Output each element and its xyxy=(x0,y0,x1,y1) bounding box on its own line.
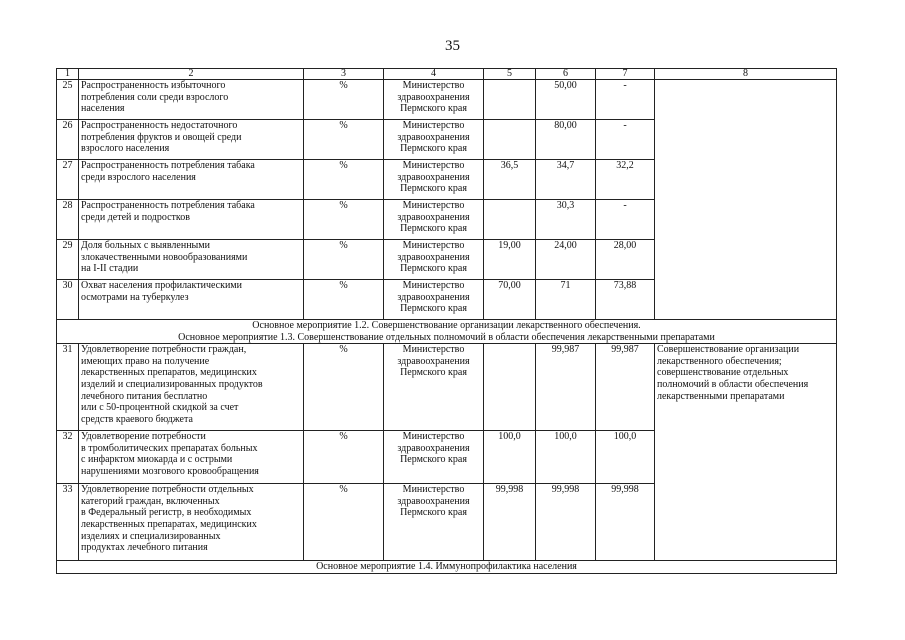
text-line: Удовлетворение потребности граждан, xyxy=(81,344,247,356)
value-col5: 19,00 xyxy=(484,240,536,280)
column-number: 8 xyxy=(655,69,837,80)
text-line: полномочий в области обеспечения xyxy=(657,378,809,390)
value-col5 xyxy=(484,344,536,431)
text-line: Пермского края xyxy=(400,223,467,235)
responsible-org xyxy=(384,431,484,484)
value-col5 xyxy=(484,80,536,120)
row-number: 28 xyxy=(57,200,79,240)
responsible-org xyxy=(384,160,484,200)
text-line: нарушениями мозгового кровообращения xyxy=(81,465,259,477)
text-line: Министерство xyxy=(402,344,465,356)
section-row xyxy=(57,320,837,344)
text-line: Министерство xyxy=(402,484,465,496)
section-row xyxy=(57,561,837,574)
text-line: Удовлетворение потребности отдельных xyxy=(81,484,254,496)
text-line: Пермского края xyxy=(400,183,467,195)
indicators-table xyxy=(56,68,837,574)
value-col7: 32,2 xyxy=(596,160,655,200)
text-line: Основное мероприятие 1.4. Иммунопрофилактика населения xyxy=(316,561,577,573)
text-line: лекарственными препаратами xyxy=(657,390,785,402)
text-line: Пермского края xyxy=(400,303,467,315)
text-line: лекарственных препаратах, медицинских xyxy=(81,518,257,530)
text-line: злокачественными новообразованиями xyxy=(81,251,248,263)
column-number-row xyxy=(57,69,837,80)
text-line: Пермского края xyxy=(400,507,467,519)
text-line: Основное мероприятие 1.3. Совершенствование отдельных полномочий в области обеспечения лекарственными препаратами xyxy=(178,331,715,343)
unit: % xyxy=(304,120,384,160)
value-col7: - xyxy=(596,80,655,120)
value-col6: 24,00 xyxy=(536,240,596,280)
responsible-org xyxy=(384,120,484,160)
indicator-name xyxy=(79,280,304,320)
text-line: здравоохранения xyxy=(397,251,470,263)
text-line: категорий граждан, включенных xyxy=(81,495,220,507)
note-cell xyxy=(655,344,837,561)
responsible-org xyxy=(384,344,484,431)
value-col6: 71 xyxy=(536,280,596,320)
text-line: здравоохранения xyxy=(397,171,470,183)
value-col6: 99,987 xyxy=(536,344,596,431)
text-line: населения xyxy=(81,103,125,115)
text-line: Министерство xyxy=(402,200,465,211)
section-heading xyxy=(57,561,837,574)
text-line: Распространенность потребления табака xyxy=(81,160,255,171)
text-line: Основное мероприятие 1.2. Совершенствование организации лекарственного обеспечения. xyxy=(252,320,641,331)
text-line: среди детей и подростков xyxy=(81,211,191,223)
value-col5: 36,5 xyxy=(484,160,536,200)
text-line: Министерство xyxy=(402,80,465,91)
indicator-name xyxy=(79,484,304,561)
text-line: Министерство xyxy=(402,160,465,171)
column-number: 7 xyxy=(596,69,655,80)
row-number: 25 xyxy=(57,80,79,120)
column-number: 6 xyxy=(536,69,596,80)
value-col6: 34,7 xyxy=(536,160,596,200)
responsible-org xyxy=(384,200,484,240)
text-line: изделиях и специализированных xyxy=(81,530,221,542)
text-line: Доля больных с выявленными xyxy=(81,240,210,251)
text-line: совершенствование отдельных xyxy=(657,367,789,379)
table-row xyxy=(57,80,837,120)
text-line: продуктах лечебного питания xyxy=(81,542,208,554)
text-line: в Федеральный регистр, в необходимых xyxy=(81,507,252,519)
column-number: 2 xyxy=(79,69,304,80)
unit: % xyxy=(304,484,384,561)
text-line: имеющих право на получение xyxy=(81,355,210,367)
responsible-org xyxy=(384,484,484,561)
unit: % xyxy=(304,160,384,200)
value-col5 xyxy=(484,200,536,240)
column-number: 5 xyxy=(484,69,536,80)
responsible-org xyxy=(384,80,484,120)
value-col6: 30,3 xyxy=(536,200,596,240)
text-line: Совершенствование организации xyxy=(657,344,800,356)
text-line: с инфарктом миокарда и с острыми xyxy=(81,454,233,466)
value-col7: - xyxy=(596,200,655,240)
text-line: Министерство xyxy=(402,280,465,291)
text-line: потребления фруктов и овощей среди xyxy=(81,131,242,143)
value-col5: 99,998 xyxy=(484,484,536,561)
unit: % xyxy=(304,240,384,280)
text-line: средств краевого бюджета xyxy=(81,413,193,425)
text-line: Пермского края xyxy=(400,367,467,379)
indicator-name xyxy=(79,431,304,484)
text-line: лекарственных препаратов, медицинских xyxy=(81,367,257,379)
page-number: 35 xyxy=(445,38,460,54)
indicator-name xyxy=(79,344,304,431)
row-number: 32 xyxy=(57,431,79,484)
text-line: на I-II стадии xyxy=(81,263,139,275)
note-cell xyxy=(655,80,837,320)
row-number: 30 xyxy=(57,280,79,320)
text-line: изделий и специализированных продуктов xyxy=(81,378,263,390)
column-number: 4 xyxy=(384,69,484,80)
text-line: лечебного питания бесплатно xyxy=(81,390,208,402)
text-line: или с 50-процентной скидкой за счет xyxy=(81,402,239,414)
text-line: Пермского края xyxy=(400,103,467,115)
value-col5: 70,00 xyxy=(484,280,536,320)
value-col7: 99,998 xyxy=(596,484,655,561)
value-col6: 100,0 xyxy=(536,431,596,484)
text-line: Распространенность недостаточного xyxy=(81,120,238,131)
row-number: 27 xyxy=(57,160,79,200)
text-line: Пермского края xyxy=(400,454,467,466)
unit: % xyxy=(304,200,384,240)
text-line: Охват населения профилактическими xyxy=(81,280,242,291)
text-line: Министерство xyxy=(402,240,465,251)
value-col7: - xyxy=(596,120,655,160)
text-line: здравоохранения xyxy=(397,442,470,454)
column-number: 3 xyxy=(304,69,384,80)
value-col7: 28,00 xyxy=(596,240,655,280)
unit: % xyxy=(304,431,384,484)
responsible-org xyxy=(384,240,484,280)
value-col6: 99,998 xyxy=(536,484,596,561)
value-col7: 73,88 xyxy=(596,280,655,320)
indicator-name xyxy=(79,200,304,240)
text-line: Министерство xyxy=(402,120,465,131)
text-line: Распространенность избыточного xyxy=(81,80,226,91)
text-line: здравоохранения xyxy=(397,495,470,507)
text-line: Пермского края xyxy=(400,143,467,155)
text-line: здравоохранения xyxy=(397,355,470,367)
text-line: Министерство xyxy=(402,431,465,443)
value-col7: 100,0 xyxy=(596,431,655,484)
table-row xyxy=(57,344,837,431)
row-number: 31 xyxy=(57,344,79,431)
value-col7: 99,987 xyxy=(596,344,655,431)
indicator-name xyxy=(79,120,304,160)
text-line: Удовлетворение потребности xyxy=(81,431,206,443)
value-col6: 80,00 xyxy=(536,120,596,160)
value-col6: 50,00 xyxy=(536,80,596,120)
row-number: 33 xyxy=(57,484,79,561)
text-line: здравоохранения xyxy=(397,211,470,223)
text-line: здравоохранения xyxy=(397,131,470,143)
text-line: лекарственного обеспечения; xyxy=(657,355,782,367)
responsible-org xyxy=(384,280,484,320)
indicator-name xyxy=(79,160,304,200)
text-line: здравоохранения xyxy=(397,91,470,103)
column-number: 1 xyxy=(57,69,79,80)
unit: % xyxy=(304,280,384,320)
value-col5 xyxy=(484,120,536,160)
text-line: Распространенность потребления табака xyxy=(81,200,255,211)
indicator-name xyxy=(79,80,304,120)
section-heading xyxy=(57,320,837,344)
indicator-name xyxy=(79,240,304,280)
unit: % xyxy=(304,344,384,431)
text-line: потребления соли среди взрослого xyxy=(81,91,229,103)
text-line: среди взрослого населения xyxy=(81,171,196,183)
text-line: здравоохранения xyxy=(397,291,470,303)
text-line: взрослого населения xyxy=(81,143,170,155)
row-number: 29 xyxy=(57,240,79,280)
text-line: в тромболитических препаратах больных xyxy=(81,442,258,454)
row-number: 26 xyxy=(57,120,79,160)
unit: % xyxy=(304,80,384,120)
text-line: осмотрами на туберкулез xyxy=(81,291,189,303)
value-col5: 100,0 xyxy=(484,431,536,484)
text-line: Пермского края xyxy=(400,263,467,275)
